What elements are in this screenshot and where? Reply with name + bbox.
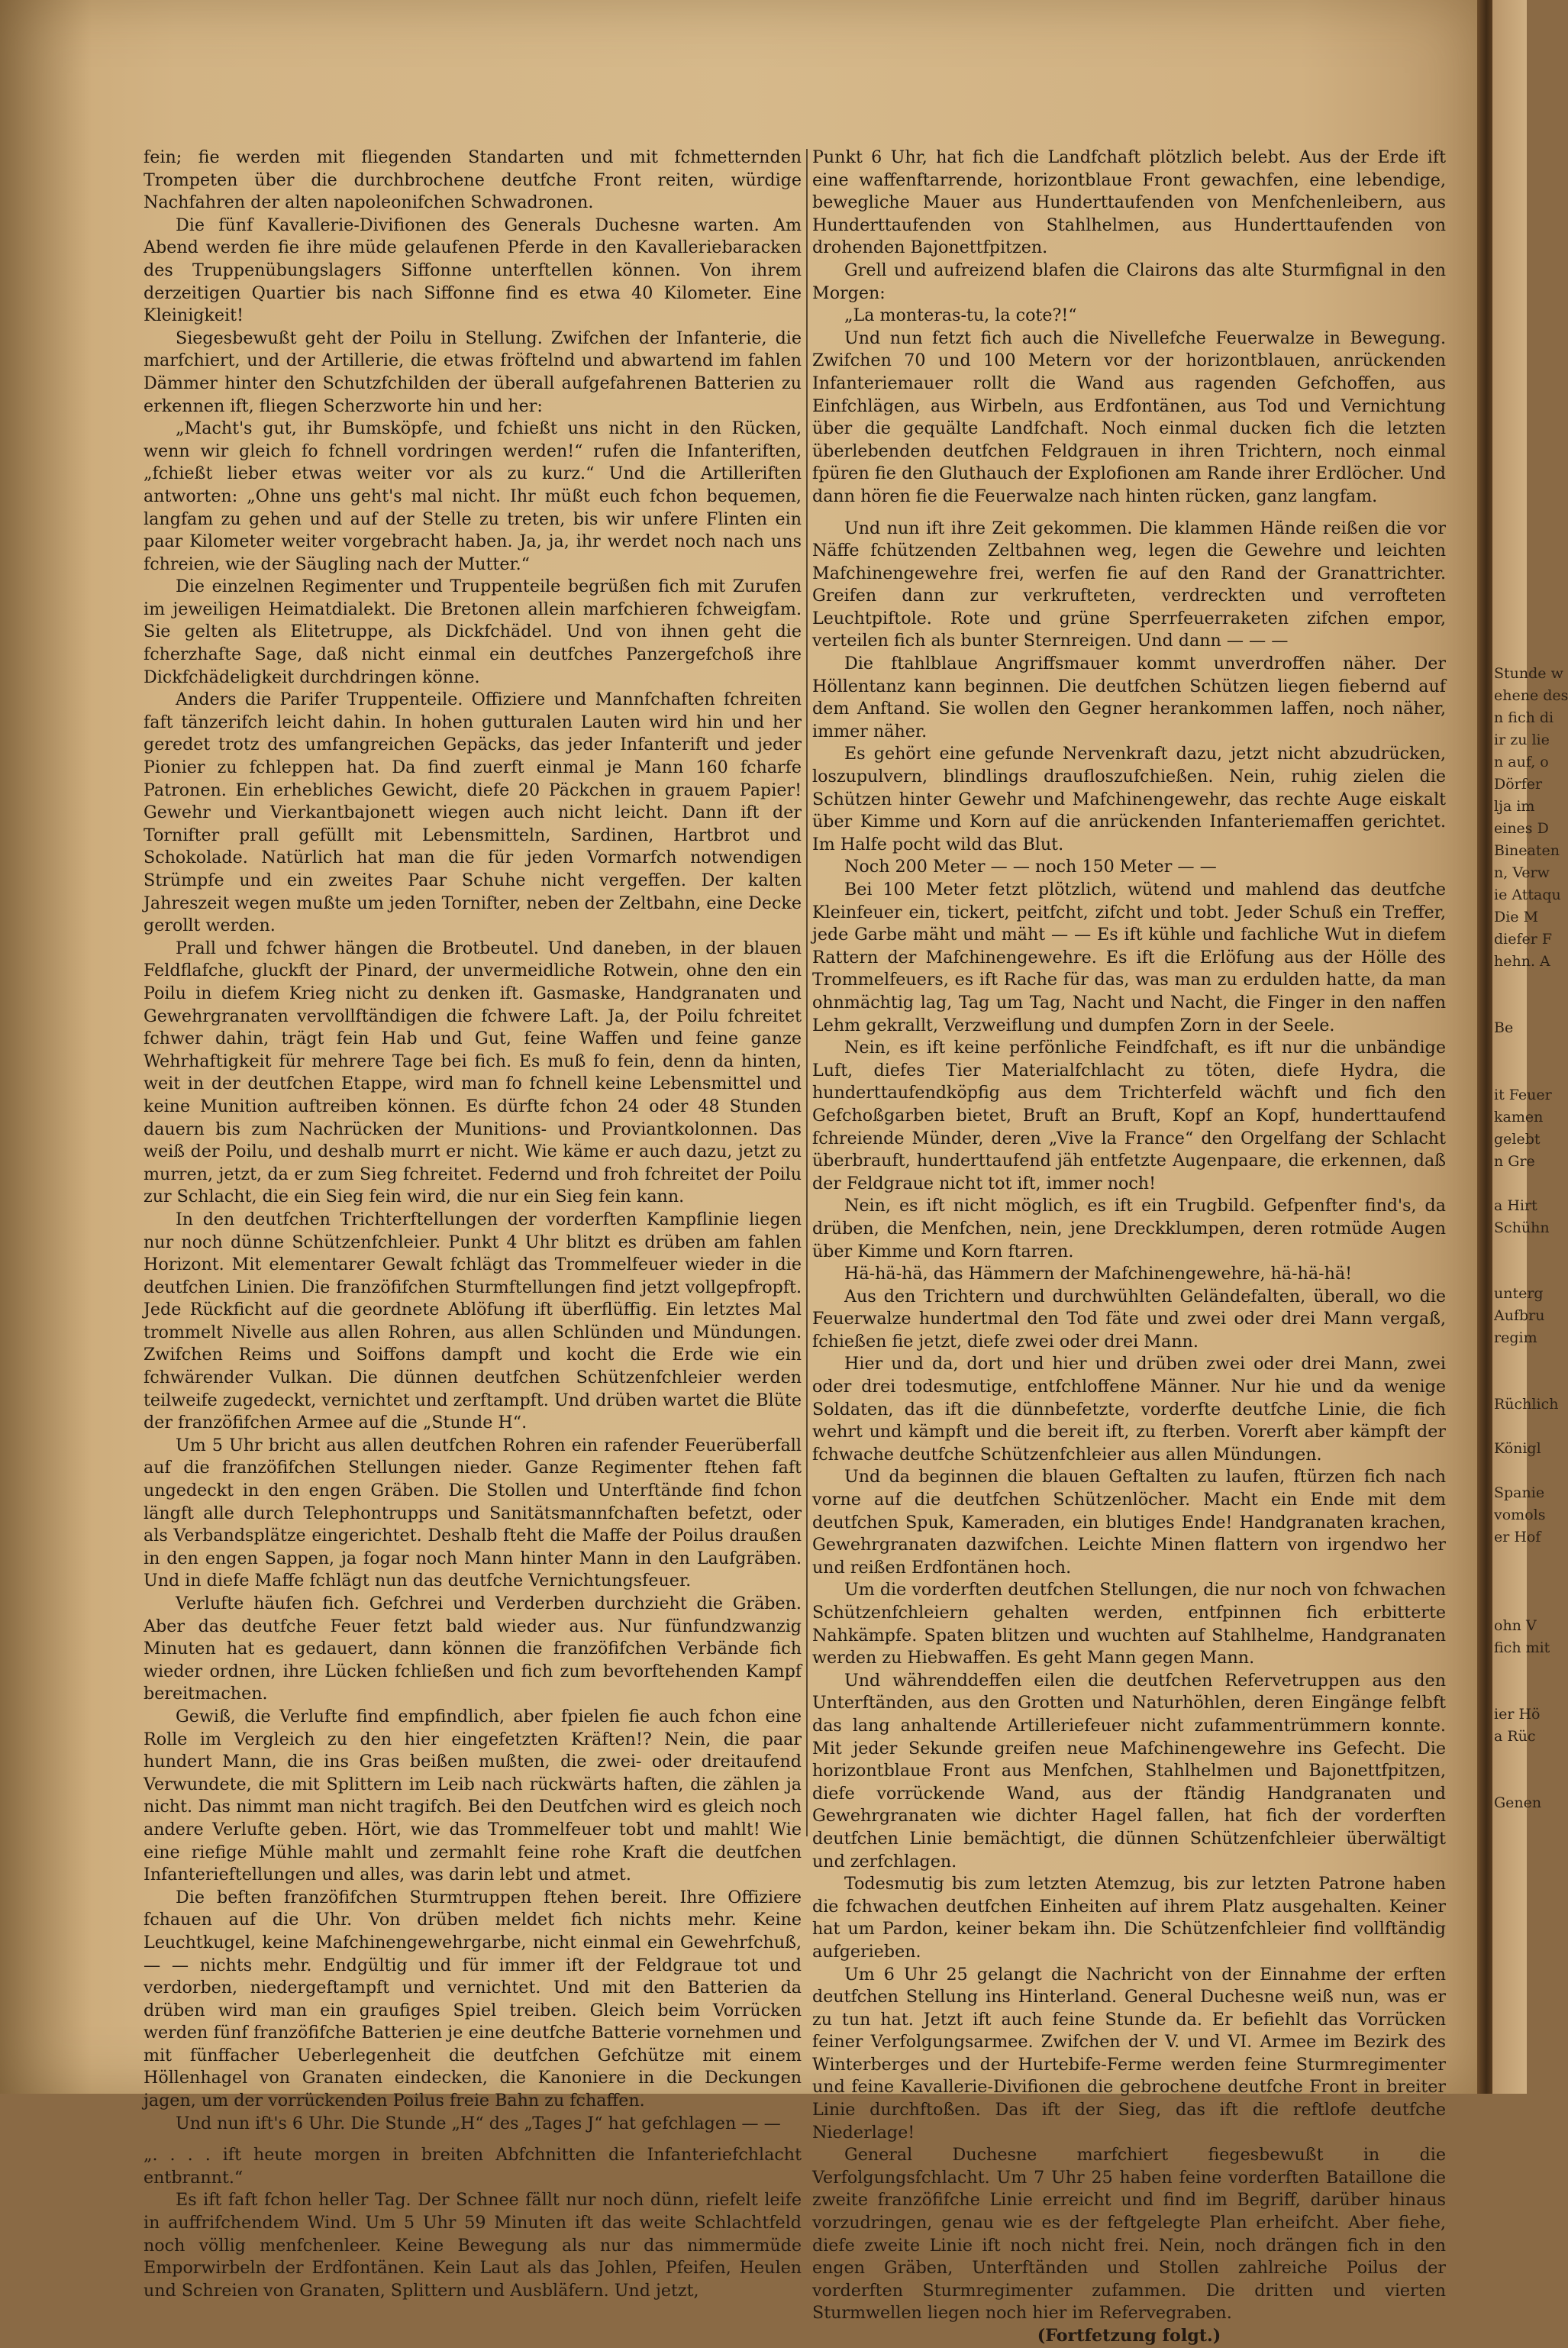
paragraph: Hä-hä-hä, das Hämmern der Mafchinengewehre, hä-hä-hä! (844, 1264, 1353, 1284)
next-page-fragment: gelebt (1494, 1131, 1541, 1148)
next-page-fragment: er Hof (1494, 1529, 1541, 1545)
paragraph: Verlufte häufen fich. Gefchrei und Verderben durchzieht die Gräben. Aber das deutfche Feuer fetzt bald wieder aus. Nur fünfundzwanzig Minuten hat es gedauert, dann können die franzöfifchen Verbände fich wieder ordnen, ihre Lücken fchließen und fich zum bevorftehenden Kampf bereitmachen. (144, 1594, 802, 1704)
quote-paragraph: „La monteras-tu, la cote?!“ (844, 305, 1077, 326)
paragraph: In den deutfchen Trichterftellungen der vorderften Kampflinie liegen nur noch dünne Schützenfchleier. Punkt 4 Uhr blitzt es drüben am fahlen Horizont. Mit elementarer Gewalt fchlägt das Trommelfeuer wieder in die deutfchen Linien. Die franzöfifchen Sturmftellungen find jetzt vollgepfropft. Jede Rückficht auf die geordnete Ablöfung ift überflüffig. Ein letztes Mal trommelt Nivelle aus allen Rohren, aus allen Schlünden und Mündungen. Zwifchen Reims und Soiffons dampft und kocht die Erde wie ein fchwärender Vulkan. Die dünnen deutfchen Schützenfchleier werden teilweife zugedeckt, vernichtet und zerftampft. Und drüben wartet die Blüte der franzöfifchen Armee auf die „Stunde H“. (144, 1209, 802, 1433)
page-gutter-shadow (0, 0, 92, 2094)
next-page-fragment: regim (1494, 1329, 1537, 1346)
paragraph: Noch 200 Meter — — noch 150 Meter — — (844, 857, 1217, 877)
book-spine (1477, 0, 1492, 2094)
next-page-fragment: fich mit (1494, 1639, 1550, 1656)
next-page-fragment: it Feuer (1494, 1087, 1552, 1103)
paragraph: Gewiß, die Verlufte find empfindlich, aber fpielen fie auch fchon eine Rolle im Vergleich zu den hier eingefetzten Kräften!? Nein, die paar hundert Mann, die ins Gras beißen mußten, die zwei- oder dreitaufend Verwundete, die mit Splittern im Leib nach rückwärts haften, die zählen ja nicht. Das nimmt man nicht tragifch. Bei den Deutfchen wird es gleich noch andere Verlufte geben. Hört, wie das Trommelfeuer tobt und mahlt! Wie eine riefige Mühle mahlt und zermahlt feine rohe Kraft die deutfchen Infanterieftellungen und alles, was darin lebt und atmet. (144, 1706, 802, 1885)
next-page-fragment: Rüchlich (1494, 1396, 1559, 1413)
paragraph: Todesmutig bis zum letzten Atemzug, bis zur letzten Patrone haben die fchwachen deutfchen Einheiten auf ihrem Platz ausgehalten. Keiner hat um Pardon, keiner bekam ihn. Die Schützenfchleier find vollftändig aufgerieben. (812, 1874, 1446, 1962)
continuation-note: (Fortfetzung folgt.) (1037, 2326, 1221, 2346)
next-page-fragment: n Gre (1494, 1153, 1535, 1170)
next-page-fragment: ehene des (1494, 687, 1568, 704)
paragraph: General Duchesne marfchiert fiegesbewußt in die Verfolgungsfchlacht. Um 7 Uhr 25 haben feine vorderften Bataillone die zweite franzöfifche Linie erreicht und find im Begriff, darüber hinaus vorzudringen, genau wie es der feftgelegte Plan erheifcht. Aber fiehe, diefe zweite Linie ift noch nicht frei. Nein, noch drängen fich in den engen Gräben, Unterftänden und Stollen zahlreiche Poilus der vorderften Sturmregimenter zufammen. Die dritten und vierten Sturmwellen liegen noch hier im Refervegraben. (812, 2145, 1446, 2324)
paragraph: Siegesbewußt geht der Poilu in Stellung. Zwifchen der Infanterie, die marfchiert, und der Artillerie, die etwas fröftelnd und abwartend im fahlen Dämmer hinter den Schutzfchilden der überall aufgefahrenen Batterien zu erkennen ift, fliegen Scherzworte hin und her: (144, 328, 802, 416)
paragraph: Um 6 Uhr 25 gelangt die Nachricht von der Einnahme der erften deutfchen Stellung ins Hinterland. General Duchesne weiß nun, was er zu tun hat. Jetzt ift auch feine Stunde da. Er befiehlt das Vorrücken feiner Verfolgungsarmee. Zwifchen der V. und VI. Armee im Bezirk des Winterberges und der Hurtebife-Ferme werden feine Sturmregimenter und feine Kavallerie-Divifionen die gebrochene deutfche Front in breiter Linie durchftoßen. Das ift der Sieg, das ift die reftlofe deutfche Niederlage! (812, 1964, 1446, 2143)
paragraph: Nein, es ift keine perfönliche Feindfchaft, es ift nur die unbändige Luft, diefes Tier Materialfchlacht zu töten, diefe Hydra, die hunderttaufendköpfig aus dem Trichterfeld wächft und fich den Gefchoßgarben bietet, Bruft an Bruft, Kopf an Kopf, hunderttaufend fchreiende Münder, deren „Vive la France“ den Orgelfang der Schlacht überbrauft, hunderttaufend jäh entfetzte Augenpaare, die erkennen, daß der Feldgraue nicht tot ift, immer noch! (812, 1038, 1446, 1193)
next-page-fragment: Stunde w (1494, 665, 1563, 682)
next-page-fragment: Schühn (1494, 1219, 1550, 1236)
next-page-fragment: Die M (1494, 909, 1539, 925)
next-page-fragment: diefer F (1494, 931, 1553, 948)
quote-paragraph: „. . . . ift heute morgen in breiten Abfchnitten die Infanteriefchlacht entbrannt.“ (144, 2145, 802, 2188)
next-page-fragment: Königl (1494, 1440, 1541, 1457)
next-page-fragment: n fich di (1494, 709, 1554, 726)
paragraph: Um 5 Uhr bricht aus allen deutfchen Rohren ein rafender Feuerüberfall auf die franzöfifchen Stellungen nieder. Ganze Regimenter ftehen faft ungedeckt in den engen Gräben. Die Stollen und Unterftände find fchon längft alle durch Telephontrupps und Sanitätsmannfchaften befetzt, oder als Verbandsplätze eingerichtet. Deshalb fteht die Maffe der Poilus draußen in den engen Sappen, ja fogar noch Mann hinter Mann in den Laufgräben. Und in diefe Maffe fchlägt nun das deutfche Vernichtungsfeuer. (144, 1435, 802, 1591)
paragraph: Anders die Parifer Truppenteile. Offiziere und Mannfchaften fchreiten faft tänzerifch leicht dahin. In hohen gutturalen Lauten wird hin und her geredet trotz des umfangreichen Gepäcks, das jeder Infanterift und jeder Pionier zu fchleppen hat. Da find zuerft einmal je Mann 160 fcharfe Patronen. Ein erhebliches Gewicht, diefe 20 Päckchen in grauem Papier! Gewehr und Vierkantbajonett wiegen auch nicht leicht. Dann ift der Tornifter prall gefüllt mit Lebensmitteln, Sardinen, Hartbrot und Schokolade. Natürlich hat man die für jeden Vormarfch notwendigen Strümpfe und ein zweites Paar Schuhe nicht vergeffen. Der kalten Jahreszeit wegen mußte um jeden Tornifter, neben der Zeltbahn, eine Decke gerollt werden. (144, 690, 802, 936)
next-page-fragment: Bineaten (1494, 842, 1560, 859)
next-page-fragment: lja im (1494, 798, 1535, 815)
next-page-fragment: ir zu lie (1494, 732, 1550, 748)
paragraph: Die einzelnen Regimenter und Truppenteile begrüßen fich mit Zurufen im jeweiligen Heimatdialekt. Die Bretonen allein marfchieren fchweigfam. Sie gelten als Elitetruppe, als Dickfchädel. Und von ihnen geht die fcherzhafte Sage, daß nicht einmal ein deutfches Panzergefchoß ihre Dickfchädeligkeit durchdringen könne. (144, 577, 802, 687)
paragraph: Nein, es ift nicht möglich, es ift ein Trugbild. Gefpenfter find's, da drüben, die Menfchen, nein, jene Dreckklumpen, deren rotmüde Augen über Kimme und Korn ftarren. (812, 1196, 1446, 1261)
next-page-fragment: n, Verw (1494, 864, 1550, 881)
paragraph: Die ftahlblaue Angriffsmauer kommt unverdroffen näher. Der Höllentanz kann beginnen. Die deutfchen Schützen liegen fiebernd auf dem Anftand. Sie wollen den Gegner herankommen laffen, noch näher, immer näher. (812, 654, 1446, 741)
next-page-fragment: ie Attaqu (1494, 887, 1561, 903)
paragraph: Punkt 6 Uhr, hat fich die Landfchaft plötzlich belebt. Aus der Erde ift eine waffenftarrende, horizontblaue Front gewachfen, eine lebendige, bewegliche Mauer aus Hunderttaufenden von Menfchenleibern, aus Hunderttaufenden von Stahlhelmen, aus Hunderttaufenden von drohenden Bajonettfpitzen. (812, 147, 1446, 258)
next-page-fragment: a Rüc (1494, 1728, 1536, 1745)
paragraph: Prall und fchwer hängen die Brotbeutel. Und daneben, in der blauen Feldflafche, gluckft der Pinard, der unvermeidliche Rotwein, ohne den ein Poilu in diefem Krieg nicht zu denken ift. Gasmaske, Handgranaten und Gewehrgranaten vervollftändigen die fchwere Laft. Ja, der Poilu fchreitet fchwer dahin, trägt fein Hab und Gut, feine Waffen und feine ganze Wehrhaftigkeit für mehrere Tage bei fich. Es muß fo fein, denn da hinten, weit in der deutfchen Etappe, wird man fo fchnell keine Lebensmittel und keine Munition auftreiben können. Es dürfte fchon 24 oder 48 Stunden dauern bis zum Nachrücken der Munitions- und Proviantkolonnen. Das weiß der Poilu, und deshalb murrt er nicht. Wie käme er auch dazu, jetzt zu murren, jetzt, da er zum Sieg fchreitet. Federnd und froh fchreitet der Poilu zur Schlacht, die ein Sieg fein wird, die nur ein Sieg fein kann. (144, 938, 802, 1207)
paragraph: Bei 100 Meter fetzt plötzlich, wütend und mahlend das deutfche Kleinfeuer ein, tickert, peitfcht, zifcht und tobt. Jeder Schuß ein Treffer, jede Garbe mäht und mäht — — Es ift kühle und fachliche Wut in diefem Rattern der Mafchinengewehre. Es ift die Erlöfung aus der Hölle des Trommelfeuers, es ift Rache für das, was man zu erdulden hatte, da man ohnmächtig lag, Tag um Tag, Nacht und Nacht, die Finger in den naffen Lehm gekrallt, Verzweiflung und dumpfen Zorn in der Seele. (812, 880, 1446, 1035)
next-page-fragment: Dörfer (1494, 776, 1543, 793)
paragraph: Um die vorderften deutfchen Stellungen, die nur noch von fchwachen Schützenfchleiern gehalten werden, entfpinnen fich erbitterte Nahkämpfe. Spaten blitzen und wuchten auf Stahlhelme, Handgranaten werden zu Hiebwaffen. Es geht Mann gegen Mann. (812, 1580, 1446, 1668)
next-page-fragment: vomols (1494, 1507, 1546, 1523)
next-page-fragment: a Hirt (1494, 1197, 1537, 1214)
next-page-fragment: eines D (1494, 820, 1549, 837)
paragraph: Die beften franzöfifchen Sturmtruppen ftehen bereit. Ihre Offiziere fchauen auf die Uhr. Von drüben meldet fich nichts mehr. Keine Leuchtkugel, keine Mafchinengewehrgarbe, nicht einmal ein Gewehrfchuß, — — nichts mehr. Endgültig und für immer ift der Feldgraue tot und verdorben, niedergeftampft und vernichtet. Und mit den Batterien da drüben wird man ein graufiges Spiel treiben. Gleich beim Vorrücken werden fünf franzöfifche Batterien je eine deutfche Batterie vornehmen und mit fünffacher Ueberlegenheit die deutfchen Gefchütze mit einem Höllenhagel von Granaten eindecken, die Kanoniere in die Deckungen jagen, um der vorrückenden Poilus freie Bahn zu fchaffen. (144, 1887, 802, 2111)
next-page-fragment: Genen (1494, 1794, 1542, 1811)
next-page-fragment: hehn. A (1494, 953, 1550, 970)
paragraph: Aus den Trichtern und durchwühlten Geländefalten, überall, wo die Feuerwalze hundertmal den Tod fäte und zwei oder drei Mann vergaß, fchießen fie jetzt, diefe zwei oder drei Mann. (812, 1286, 1446, 1352)
column-divider (806, 149, 808, 1836)
paragraph: fein; fie werden mit fliegenden Standarten und mit fchmetternden Trompeten über die durchbrochene deutfche Front reiten, würdige Nachfahren der alten napoleonifchen Schwadronen. (144, 147, 802, 213)
next-page-edge (1492, 0, 1568, 2094)
paragraph: Und nun fetzt fich auch die Nivellefche Feuerwalze in Bewegung. Zwifchen 70 und 100 Metern vor der horizontblauen, anrückenden Infanteriemauer rollt die Wand aus ragenden Gefchoffen, aus Einfchlägen, aus Wirbeln, aus Erdfontänen, aus Tod und Vernichtung über die gequälte Landfchaft. Noch einmal ducken fich die letzten überlebenden deutfchen Feldgrauen in ihren Trichtern, noch einmal fpüren fie den Gluthauch der Explofionen am Rande ihrer Erdlöcher. Und dann hören fie die Feuerwalze nach hinten rücken, ganz langfam. (812, 328, 1446, 506)
paragraph: Die fünf Kavallerie-Divifionen des Generals Duchesne warten. Am Abend werden fie ihre müde gelaufenen Pferde in den Kavalleriebaracken des Truppenübungslagers Siffonne unterftellen können. Von ihrem derzeitigen Quartier bis nach Siffonne find es etwa 40 Kilometer. Eine Kleinigkeit! (144, 215, 802, 326)
paragraph: Und nun ift's 6 Uhr. Die Stunde „H“ des „Tages J“ hat gefchlagen — — (176, 2113, 781, 2133)
paragraph: Es ift faft fchon heller Tag. Der Schnee fällt nur noch dünn, riefelt leife in auffrifchendem Wind. Um 5 Uhr 59 Minuten ift das weite Schlachtfeld noch völlig menfchenleer. Keine Bewegung als nur das nimmermüde Emporwirbeln der Erdfontänen. Kein Laut als das Johlen, Pfeifen, Heulen und Schreien von Granaten, Splittern und Ausbläfern. Und jetzt, (144, 2190, 802, 2301)
paragraph: Es gehört eine gefunde Nervenkraft dazu, jetzt nicht abzudrücken, loszupulvern, blindlings draufloszufchießen. Nein, ruhig zielen die Schützen hinter Gewehr und Mafchinengewehr, das rechte Auge eiskalt über Kimme und Korn auf die anrückenden Infanteriemaffen gerichtet. Im Halfe pocht wild das Blut. (812, 744, 1446, 854)
next-page-fragment: Be (1494, 1019, 1514, 1036)
left-column (144, 147, 802, 2302)
next-page-fragment: unterg (1494, 1285, 1544, 1302)
right-column (812, 147, 1446, 2348)
paragraph: „Macht's gut, ihr Bumsköpfe, und fchießt uns nicht in den Rücken, wenn wir gleich fo fchnell vordringen werden!“ rufen die Infanteriften, „fchießt lieber etwas weiter vor als zu kurz.“ Und die Artilleriften antworten: „Ohne uns geht's mal nicht. Ihr müßt euch fchon bequemen, langfam zu gehen und auf der Stelle zu treten, bis wir unfere Flinten ein paar Kilometer weiter vorgebracht haben. Ja, ja, ihr werdet noch nach uns fchreien, wie der Säugling nach der Mutter.“ (144, 418, 802, 574)
next-page-fragment: ohn V (1494, 1617, 1537, 1634)
paragraph: Grell und aufreizend blafen die Clairons das alte Sturmfignal in den Morgen: (812, 260, 1446, 303)
next-page-fragment: n auf, o (1494, 754, 1549, 770)
next-page-fragment: kamen (1494, 1109, 1544, 1126)
paragraph: Und währenddeffen eilen die deutfchen Refervetruppen aus den Unterftänden, aus den Grotten und Naturhöhlen, deren Eingänge felbft das lang anhaltende Artilleriefeuer nicht zufammentrümmern konnte. Mit jeder Sekunde greifen neue Mafchinengewehre ins Gefecht. Die horizontblaue Front aus Menfchen, Stahlhelmen und Bajonettfpitzen, diefe vorrückende Wand, aus der ftändig Handgranaten und Gewehrgranaten wie dichter Hagel fallen, hat fich der vorderften deutfchen Linie bemächtigt, die dünnen Schützenfchleier überwältigt und zerfchlagen. (812, 1670, 1446, 1872)
paragraph: Und da beginnen die blauen Geftalten zu laufen, ftürzen fich nach vorne auf die deutfchen Schützenlöcher. Macht ein Ende mit dem deutfchen Spuk, Kameraden, ein blutiges Ende! Handgranaten krachen, Gewehrgranaten dazwifchen. Leichte Minen flattern von irgendwo her und reißen Erdfontänen hoch. (812, 1467, 1446, 1578)
next-page-fragment: Spanie (1494, 1484, 1545, 1501)
next-page-fragment: ier Hö (1494, 1706, 1541, 1723)
paragraph: Hier und da, dort und hier und drüben zwei oder drei Mann, zwei oder drei todesmutige, entfchloffene Männer. Nur hie und da wenige Soldaten, das ift die dünnbefetzte, vorderfte deutfche Linie, die fich wehrt und kämpft und die bereit ift, zu fterben. Vorerft aber kämpft der fchwache deutfche Schützenfchleier aus allen Mündungen. (812, 1354, 1446, 1465)
next-page-fragment: Aufbru (1494, 1307, 1545, 1324)
paragraph: Und nun ift ihre Zeit gekommen. Die klammen Hände reißen die vor Näffe fchützenden Zeltbahnen weg, legen die Gewehre und leichten Mafchinengewehre frei, werfen fie auf den Rand der Granattrichter. Greifen dann zur verkrufteten, verdreckten und verrofteten Leuchtpiftole. Rote und grüne Sperrfeuerraketen zifchen empor, verteilen fich als bunter Sternreigen. Und dann — — — (812, 518, 1446, 651)
